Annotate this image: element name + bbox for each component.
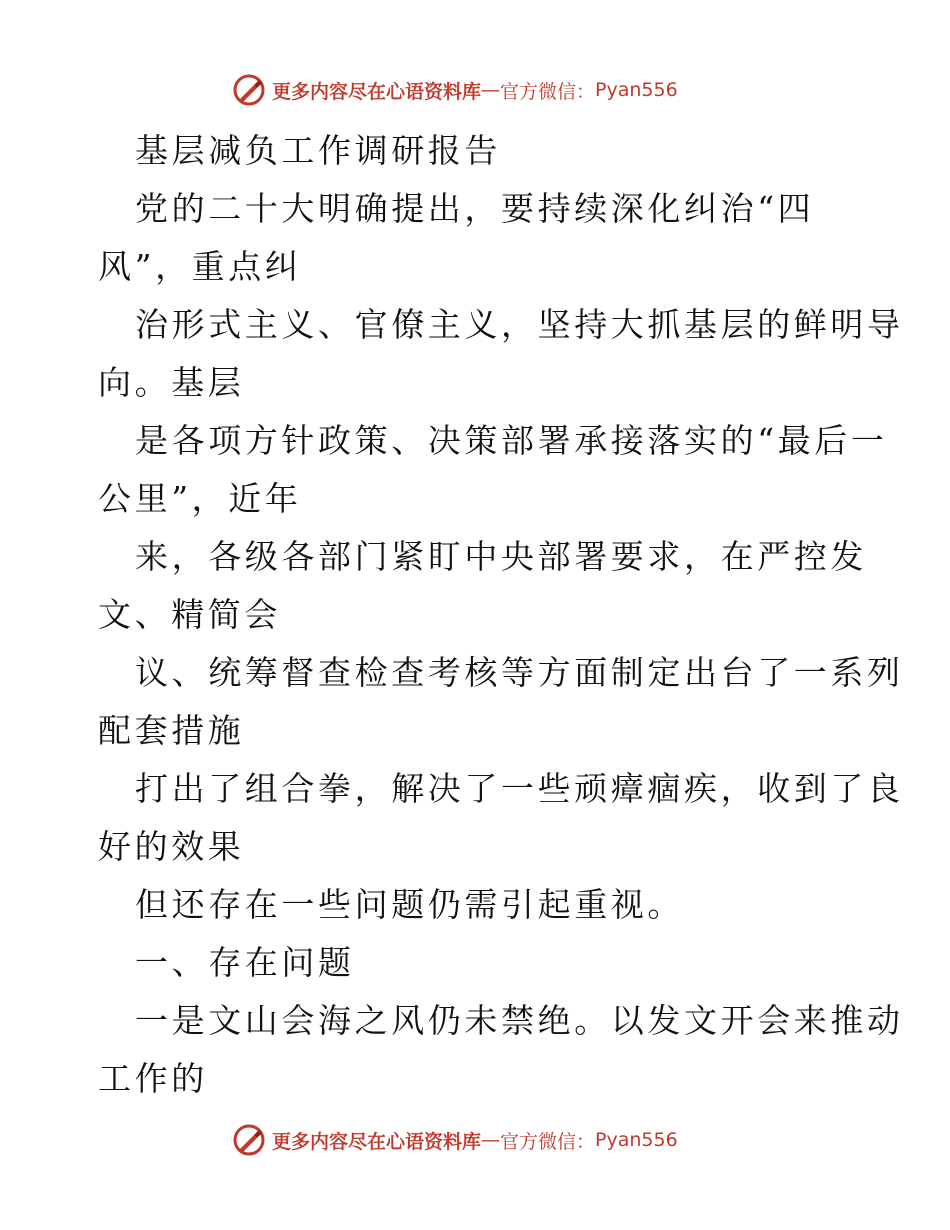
pen-logo-icon: [232, 1123, 266, 1157]
document-body: [98, 122, 904, 1108]
paragraph-line: 是各项方针政策、决策部署承接落实的“最后一: [135, 421, 888, 460]
watermark-main-text: 更多内容尽在心语资料库: [272, 1130, 482, 1153]
paragraph-line: 打出了组合拳，解决了一些顽瘴痼疾，收到了良: [135, 769, 904, 808]
paragraph-line: 工作的: [98, 1059, 208, 1098]
paragraph-line: 文、精简会: [98, 595, 281, 634]
watermark-main-text: 更多内容尽在心语资料库: [272, 80, 482, 103]
watermark-header: [232, 70, 678, 110]
section-heading: 一、存在问题: [135, 943, 355, 982]
watermark-account: Pyan556: [595, 1129, 678, 1151]
paragraph-line: 向。基层: [98, 363, 245, 402]
paragraph-line: 议、统筹督查检查考核等方面制定出台了一系列: [135, 653, 904, 692]
paragraph-line: 但还存在一些问题仍需引起重视。: [135, 885, 684, 924]
paragraph-line: 治形式主义、官僚主义，坚持大抓基层的鲜明导: [135, 305, 904, 344]
watermark-official-label: 官方微信：: [500, 80, 596, 103]
watermark-separator: —: [481, 79, 501, 101]
paragraph-line: 好的效果: [98, 827, 245, 866]
paragraph-line: 一是文山会海之风仍未禁绝。以发文开会来推动: [135, 1001, 904, 1040]
pen-logo-icon: [232, 73, 266, 107]
watermark-footer: [232, 1120, 678, 1160]
paragraph-line: 公里”，近年: [98, 479, 302, 518]
watermark-official-label: 官方微信：: [500, 1130, 596, 1153]
watermark-account: Pyan556: [595, 79, 678, 101]
watermark-separator: —: [481, 1129, 501, 1151]
paragraph-line: 来，各级各部门紧盯中央部署要求，在严控发: [135, 537, 867, 576]
paragraph-line: 配套措施: [98, 711, 245, 750]
document-title: 基层减负工作调研报告: [135, 131, 501, 170]
paragraph-line: 党的二十大明确提出，要持续深化纠治“四: [135, 189, 815, 228]
paragraph-line: 风”，重点纠: [98, 247, 302, 286]
